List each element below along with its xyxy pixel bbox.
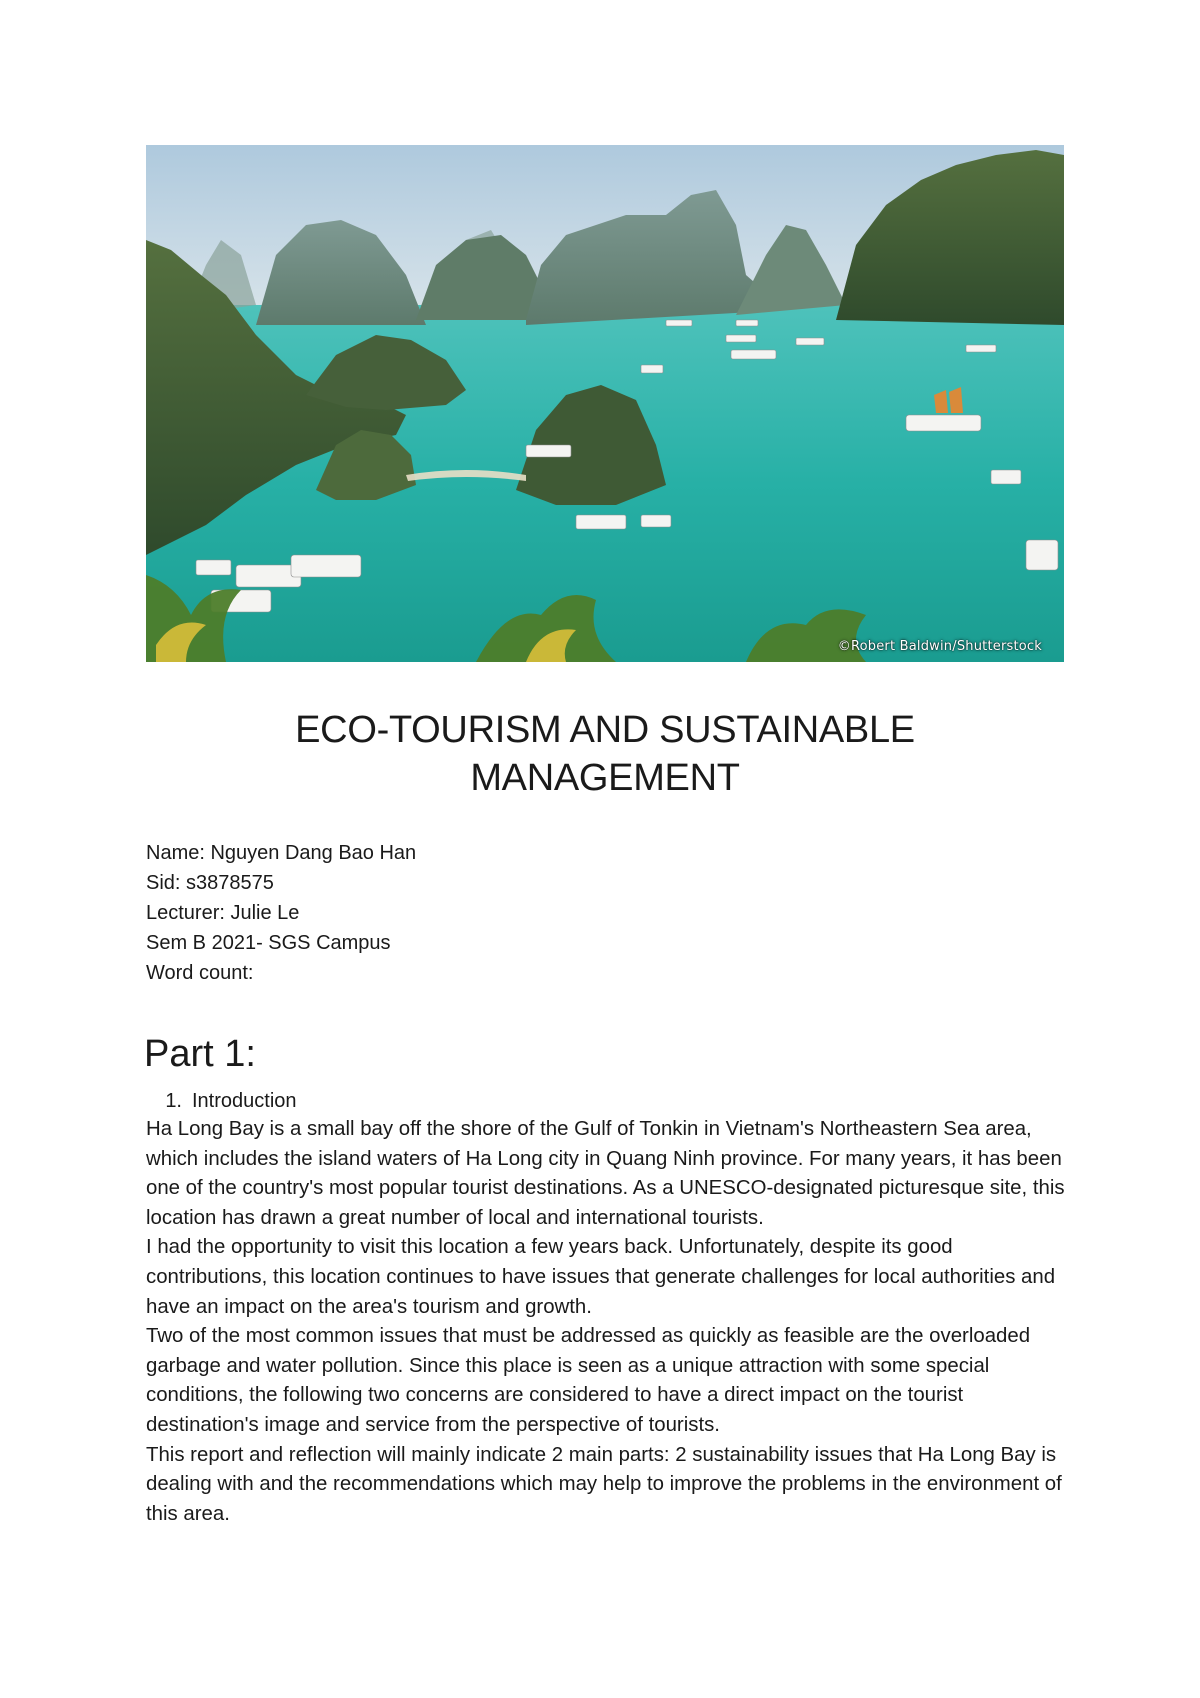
introduction-body	[146, 1115, 1070, 1529]
paragraph: I had the opportunity to visit this location a few years back. Unfortunately, despite its good contributions, this location continues to have issues that generate challenges for local authorities and have an impact on the area's tourism and growth.	[146, 1236, 1056, 1318]
student-info-block	[146, 838, 416, 988]
ha-long-bay-illustration	[146, 145, 1064, 662]
lecturer-name: Lecturer: Julie Le	[146, 902, 300, 924]
paragraph: Two of the most common issues that must be addressed as quickly as feasible are the overloaded garbage and water pollution. Since this place is seen as a unique attraction with some special conditions, the following two concerns are considered to have a direct impact on the tourist destination's image and service from the perspective of tourists.	[146, 1325, 1031, 1436]
list-number: 1.	[165, 1090, 182, 1112]
student-id: Sid: s3878575	[146, 872, 274, 894]
part-heading: Part 1:	[144, 1033, 256, 1075]
document-title	[146, 706, 1064, 802]
student-name: Name: Nguyen Dang Bao Han	[146, 842, 417, 864]
list-label: Introduction	[192, 1090, 297, 1112]
paragraph: This report and reflection will mainly indicate 2 main parts: 2 sustainability issues that Ha Long Bay is dealing with and the recommendations which may help to improve the problems in the environment of this area.	[146, 1443, 1062, 1525]
title-line-1: ECO-TOURISM AND SUSTAINABLE	[295, 709, 915, 751]
word-count: Word count:	[146, 962, 254, 984]
list-item-introduction	[146, 1086, 297, 1116]
paragraph: Ha Long Bay is a small bay off the shore of the Gulf of Tonkin in Vietnam's Northeastern Sea area, which includes the island waters of Ha Long city in Quang Ninh province. For many years, it has been one of the country's most popular tourist destinations. As a UNESCO-designated picturesque site, this location has drawn a great number of local and international tourists.	[146, 1118, 1065, 1229]
photo-credit: ©Robert Baldwin/Shutterstock	[837, 639, 1042, 654]
semester-campus: Sem B 2021- SGS Campus	[146, 932, 391, 954]
title-line-2: MANAGEMENT	[470, 757, 740, 799]
hero-photo	[146, 145, 1064, 662]
